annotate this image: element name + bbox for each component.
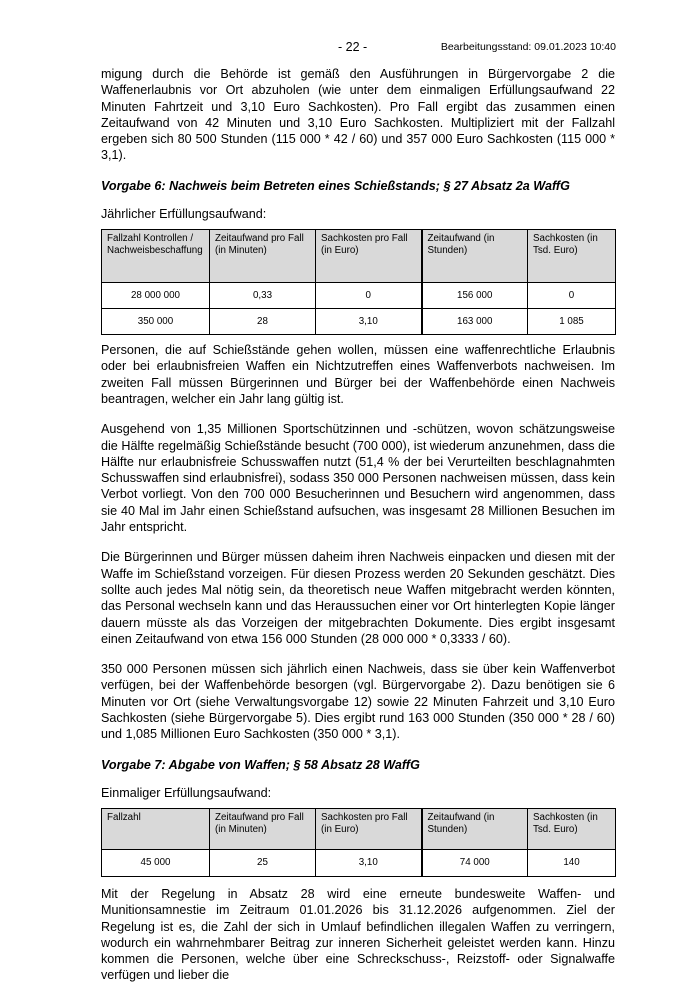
- vorgabe-6-paragraph: Personen, die auf Schießstände gehen wollen, müssen eine waffenrechtliche Erlaubnis oder bei erlaubnisfreien Waffen ein Nichtzutreffen eines Waffenverbots nachweisen. Im zweiten Fall müssen Bürgerinnen und Bürger bei der Waffenbehörde einen Nachweis beantragen, welcher ein Jahr lang gültig ist.: [101, 343, 615, 406]
- table-header-row: [102, 230, 616, 283]
- table-cell: 163 000: [422, 309, 528, 335]
- page-header: [0, 40, 700, 56]
- table-cell: 3,10: [316, 309, 422, 335]
- vorgabe-7-paragraph: Mit der Regelung in Absatz 28 wird eine erneute bundesweite Waffen- und Munitionsamnestie im Zeitraum 01.01.2026 bis 31.12.2026 aufgenommen. Ziel der Regelung ist es, die Zahl der sich in Umlauf befindlichen illegalen Waffen zu verringern, wodurch ein wahrnehmbarer Beitrag zur inneren Sicherheit geleistet werden kann. Hinzu kommen die Personen, welche über eine Schreckschuss-, Reizstoff- oder Signalwaffe verfügen und lieber die: [101, 886, 615, 983]
- table-row: [102, 309, 616, 335]
- table-header-cell: Zeitaufwand (in Stunden): [422, 808, 528, 849]
- paragraph-continuation: migung durch die Behörde ist gemäß den Ausführungen in Bürgervorgabe 2 die Waffenerlaubnis vor Ort abzuholen (wie unter dem einmaligen Erfüllungsaufwand 22 Minuten Fahrtzeit und 3,10 Euro Sachkosten). Pro Fall ergibt das zusammen einen Zeitaufwand von 42 Minuten und 3,10 Euro Sachkosten. Multipliziert mit der Fallzahl ergeben sich 80 500 Stunden (115 000 * 42 / 60) und 357 000 Euro Sachkosten (115 000 * 3,1).: [101, 67, 615, 163]
- vorgabe-7-heading: Vorgabe 7: Abgabe von Waffen; § 58 Absatz 28 WaffG: [101, 757, 420, 772]
- vorgabe-6-heading: Vorgabe 6: Nachweis beim Betreten eines Schießstands; § 27 Absatz 2a WaffG: [101, 178, 570, 193]
- vorgabe-6-paragraph: Ausgehend von 1,35 Millionen Sportschützinnen und -schützen, wovon schätzungsweise die Hälfte regelmäßig Schießstände besucht (700 000), ist wiederum anzunehmen, dass die Hälfte nur erlaubnisfreie Schusswaffen nutzt (51,4 % der bei Verurteilten beschlagnahmten Schusswaffen sind erlaubnisfrei), sodass 350 000 Personen nachweisen müssen, dass kein Verbot vorliegt. Von den 700 000 Besucherinnen und Besuchern wird angenommen, dass sie 40 Mal im Jahr einen Schießstand aufsuchen, was insgesamt 28 Millionen Besuchen im Jahr entspricht.: [101, 422, 615, 535]
- table-header-cell: Sachkosten (in Tsd. Euro): [528, 230, 616, 283]
- table-cell: 28: [210, 309, 316, 335]
- table-cell: 28 000 000: [102, 283, 210, 309]
- document-body: [101, 66, 615, 984]
- table-header-row: [102, 808, 616, 849]
- vorgabe-7-label: Einmaliger Erfüllungsaufwand:: [101, 785, 272, 800]
- vorgabe-6-label: Jährlicher Erfüllungsaufwand:: [101, 206, 267, 221]
- table-cell: 25: [210, 849, 316, 876]
- table-header-cell: Fallzahl Kontrollen / Nachweisbeschaffung: [102, 230, 210, 283]
- table-cell: 140: [528, 849, 616, 876]
- table-cell: 45 000: [102, 849, 210, 876]
- vorgabe-6-table: [101, 229, 616, 335]
- table-cell: 156 000: [422, 283, 528, 309]
- table-cell: 74 000: [422, 849, 528, 876]
- table-header-cell: Sachkosten (in Tsd. Euro): [528, 808, 616, 849]
- table-cell: 3,10: [316, 849, 422, 876]
- table-cell: 0,33: [210, 283, 316, 309]
- table-cell: 350 000: [102, 309, 210, 335]
- vorgabe-7-table: [101, 808, 616, 877]
- table-row: [102, 283, 616, 309]
- table-header-cell: Zeitaufwand pro Fall (in Minuten): [210, 230, 316, 283]
- table-header-cell: Sachkosten pro Fall (in Euro): [316, 808, 422, 849]
- table-header-cell: Zeitaufwand pro Fall (in Minuten): [210, 808, 316, 849]
- table-cell: 0: [316, 283, 422, 309]
- page-number: - 22 -: [338, 40, 368, 54]
- table-cell: 1 085: [528, 309, 616, 335]
- revision-status: Bearbeitungsstand: 09.01.2023 10:40: [440, 41, 616, 53]
- table-header-cell: Sachkosten pro Fall (in Euro): [316, 230, 422, 283]
- vorgabe-6-paragraph: 350 000 Personen müssen sich jährlich einen Nachweis, dass sie über kein Waffenverbot verfügen, bei der Waffenbehörde besorgen (vgl. Bürgervorgabe 2). Dazu benötigen sie 6 Minuten vor Ort (siehe Verwaltungsvorgabe 12) sowie 22 Minuten Fahrzeit und 3,10 Euro Sachkosten (siehe Bürgervorgabe 5). Dies ergibt rund 163 000 Stunden (350 000 * 28 / 60) und 1,085 Millionen Euro Sachkosten (350 000 * 3,1).: [101, 662, 615, 742]
- table-cell: 0: [528, 283, 616, 309]
- vorgabe-6-paragraph: Die Bürgerinnen und Bürger müssen daheim ihren Nachweis einpacken und diesen mit der Waffe im Schießstand vorzeigen. Für diesen Prozess werden 20 Sekunden geschätzt. Dies sollte auch jedes Mal nötig sein, da theoretisch neue Waffen mitgebracht werden könnten, das Personal wechseln kann und das Heraussuchen einer vor Ort hinterlegten Kopie länger dauern müsste als das Vorzeigen der mitgebrachten Dokumente. Dies ergibt insgesamt einen Zeitaufwand von etwa 156 000 Stunden (28 000 000 * 0,3333 / 60).: [101, 550, 615, 646]
- table-header-cell: Zeitaufwand (in Stunden): [422, 230, 528, 283]
- table-row: [102, 849, 616, 876]
- table-header-cell: Fallzahl: [102, 808, 210, 849]
